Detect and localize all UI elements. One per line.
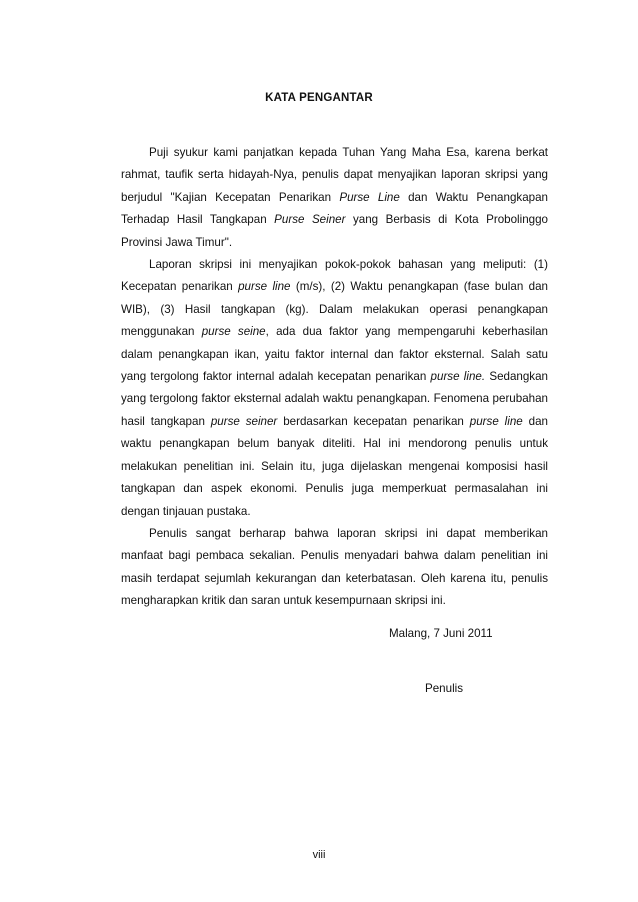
text-run: Puji syukur kami panjatkan kepada Tuhan Yang Maha Esa, karena berkat rahmat, taufik serta hidayah-Nya, penulis dapat menyajikan laporan skripsi yang berjudul "Kajian Kecepatan Penarikan <box>121 146 548 204</box>
place-date: Malang, 7 Juni 2011 <box>389 627 493 640</box>
text-run: , ada dua faktor yang mempengaruhi keberhasilan dalam penangkapan ikan, yaitu faktor internal dan faktor eksternal. Salah satu yang tergolong faktor internal adalah kecepatan penarikan <box>121 325 548 384</box>
page-title: KATA PENGANTAR <box>265 92 373 104</box>
paragraph-3 <box>121 523 548 613</box>
page-number: viii <box>312 849 326 861</box>
italic-term: purse seiner <box>210 414 278 428</box>
italic-term: Purse Seiner <box>274 213 346 227</box>
text-run: berdasarkan kecepatan penarikan <box>277 414 470 428</box>
text-run: yang Berbasis di Kota Probolinggo Provinsi Jawa Timur". <box>121 213 548 249</box>
italic-term: Purse Line <box>339 190 400 204</box>
text-run: Penulis sangat berharap bahwa laporan skripsi ini dapat memberikan manfaat bagi pembaca sekalian. Penulis menyadari bahwa dalam penelitian ini masih terdapat sejumlah kekurangan dan keterbatasan. Oleh karena itu, penulis mengharapkan kritik dan saran untuk kesempurnaan skripsi ini. <box>121 526 548 608</box>
italic-term: purse line <box>469 414 523 428</box>
italic-term: purse line. <box>430 370 486 384</box>
italic-term: purse line <box>238 280 291 294</box>
italic-term: purse seine <box>201 325 266 339</box>
text-run: Sedangkan yang tergolong faktor eksternal adalah waktu penangkapan. Fenomena perubahan hasil tangkapan <box>121 370 548 428</box>
paragraph-2 <box>121 254 548 523</box>
body-text <box>121 142 548 613</box>
text-run: dan waktu penangkapan belum banyak diteliti. Hal ini mendorong penulis untuk melakukan penelitian ini. Selain itu, juga dijelaskan mengenai komposisi hasil tangkapan dan aspek ekonomi. Penulis juga memperkuat permasalahan ini dengan tinjauan pustaka. <box>121 414 548 518</box>
text-run: dan Waktu Penangkapan Terhadap Hasil Tangkapan <box>121 190 548 227</box>
text-run: Laporan skripsi ini menyajikan pokok-pokok bahasan yang meliputi: (1) Kecepatan penarikan <box>121 258 548 294</box>
paragraph-1 <box>121 142 548 254</box>
author-signature: Penulis <box>425 682 464 695</box>
text-run: (m/s), (2) Waktu penangkapan (fase bulan dan WIB), (3) Hasil tangkapan (kg). Dalam melakukan operasi penangkapan menggunakan <box>121 280 548 339</box>
